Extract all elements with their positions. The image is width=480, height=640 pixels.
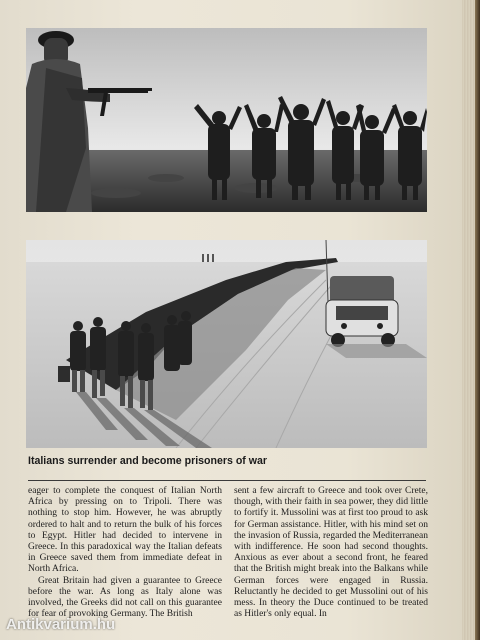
caption-divider [28, 480, 426, 481]
text-column-right [234, 486, 428, 620]
photo-prisoner-column [26, 240, 427, 448]
paragraph: Great Britain had given a guarantee to Greece before the war. As long as Italy alone was involved, the Greeks did not call on this guarantee for fear of provoking Germany. The British [28, 575, 222, 620]
photo-caption: Italians surrender and become prisoners of war [28, 455, 268, 467]
watermark: Antikvarium.hu [6, 616, 116, 633]
paragraph: eager to complete the conquest of Italian North Africa by pressing on to Tripoli. There was nothing to stop him. However, he was abruptly ordered to halt and to return the bulk of his forces to Egypt. Hitler had decided to intervene in Greece. In this paradoxical way the Italian defeats in Greece saved them from immediate defeat in North Africa. [28, 486, 222, 575]
paragraph: sent a few aircraft to Greece and took over Crete, though, with their faith in sea power, they did little to fortify it. Mussolini was at first too proud to ask for German assistance. Hitler, with his mind set on the invasion of Russia, regarded the Mediterranean with indifference. He soon had second thoughts. Anxious as ever about a second front, he feared that the British might break into the Balkans while German forces were engaged in Russia. Reluctantly he decided to get Mussolini out of his mess. In theory the Duce continued to be treated as Hitler's only equal. In [234, 486, 428, 620]
text-column-left [28, 486, 222, 620]
page-edges [462, 0, 480, 640]
photo-soldiers-surrendering [26, 28, 427, 212]
